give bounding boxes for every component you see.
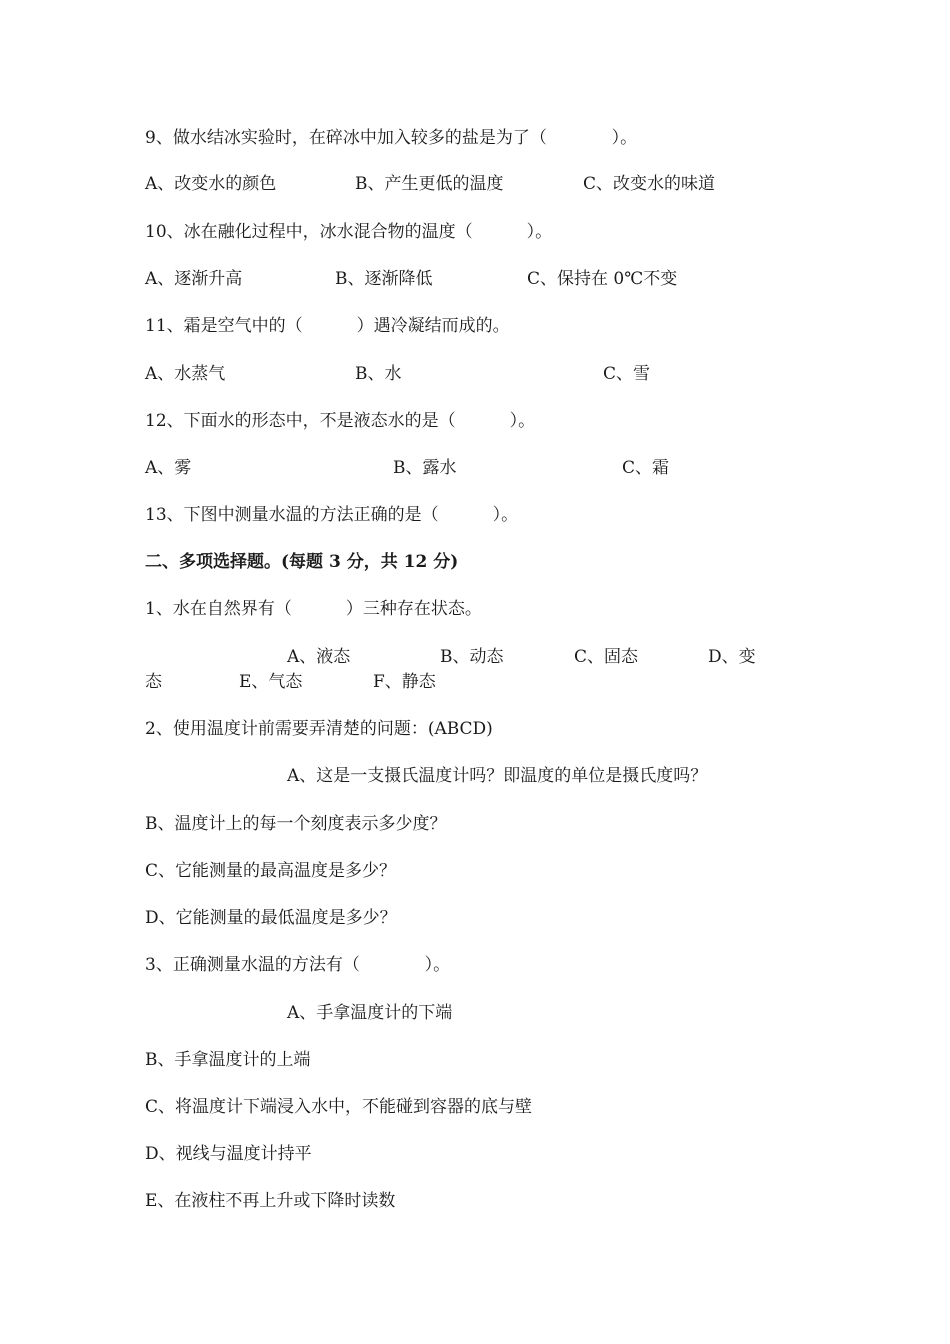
question-13-text: 13、下图中测量水温的方法正确的是（ ）。 bbox=[145, 505, 519, 525]
q12-option-a: A、雾 bbox=[145, 458, 192, 478]
m1-option-d-cont: 态 bbox=[145, 672, 162, 692]
q12-option-c: C、霜 bbox=[622, 458, 670, 478]
m1-option-a: A、液态 bbox=[287, 647, 351, 667]
m1-option-d: D、变 bbox=[708, 647, 756, 667]
m3-option-d: D、视线与温度计持平 bbox=[145, 1144, 312, 1164]
q11-option-b: B、水 bbox=[355, 364, 402, 384]
q12-option-b: B、露水 bbox=[393, 458, 457, 478]
m1-option-e: E、气态 bbox=[239, 672, 303, 692]
m2-option-d: D、它能测量的最低温度是多少？ bbox=[145, 908, 397, 928]
m3-option-a: A、手拿温度计的下端 bbox=[287, 1003, 453, 1023]
multi-question-1-text: 1、水在自然界有（ ）三种存在状态。 bbox=[145, 599, 482, 619]
q9-option-a: A、改变水的颜色 bbox=[145, 174, 277, 194]
q10-option-c: C、保持在 0℃不变 bbox=[527, 269, 678, 289]
q9-option-c: C、改变水的味道 bbox=[583, 174, 716, 194]
question-12-text: 12、下面水的形态中，不是液态水的是（ ）。 bbox=[145, 411, 536, 431]
m3-option-e: E、在液柱不再上升或下降时读数 bbox=[145, 1191, 396, 1211]
m2-option-a: A、这是一支摄氏温度计吗？即温度的单位是摄氏度吗？ bbox=[287, 766, 708, 786]
section-2-title: 二、多项选择题。(每题 3 分，共 12 分) bbox=[145, 552, 459, 572]
q9-option-b: B、产生更低的温度 bbox=[355, 174, 504, 194]
q11-option-c: C、雪 bbox=[603, 364, 651, 384]
q11-option-a: A、水蒸气 bbox=[145, 364, 226, 384]
q10-option-a: A、逐渐升高 bbox=[145, 269, 243, 289]
m3-option-b: B、手拿温度计的上端 bbox=[145, 1050, 311, 1070]
question-9-text: 9、做水结冰实验时，在碎冰中加入较多的盐是为了（ ）。 bbox=[145, 128, 638, 148]
m1-option-c: C、固态 bbox=[574, 647, 639, 667]
m1-option-f: F、静态 bbox=[373, 672, 436, 692]
m3-option-c: C、将温度计下端浸入水中，不能碰到容器的底与壁 bbox=[145, 1097, 533, 1117]
q10-option-b: B、逐渐降低 bbox=[335, 269, 433, 289]
multi-question-2-text: 2、使用温度计前需要弄清楚的问题：(ABCD) bbox=[145, 719, 493, 739]
question-10-text: 10、冰在融化过程中，冰水混合物的温度（ ）。 bbox=[145, 222, 553, 242]
question-11-text: 11、霜是空气中的（ ）遇冷凝结而成的。 bbox=[145, 316, 510, 336]
multi-question-3-text: 3、正确测量水温的方法有（ ）。 bbox=[145, 955, 451, 975]
m1-option-b: B、动态 bbox=[440, 647, 504, 667]
m2-option-c: C、它能测量的最高温度是多少？ bbox=[145, 861, 397, 881]
m2-option-b: B、温度计上的每一个刻度表示多少度？ bbox=[145, 814, 447, 834]
